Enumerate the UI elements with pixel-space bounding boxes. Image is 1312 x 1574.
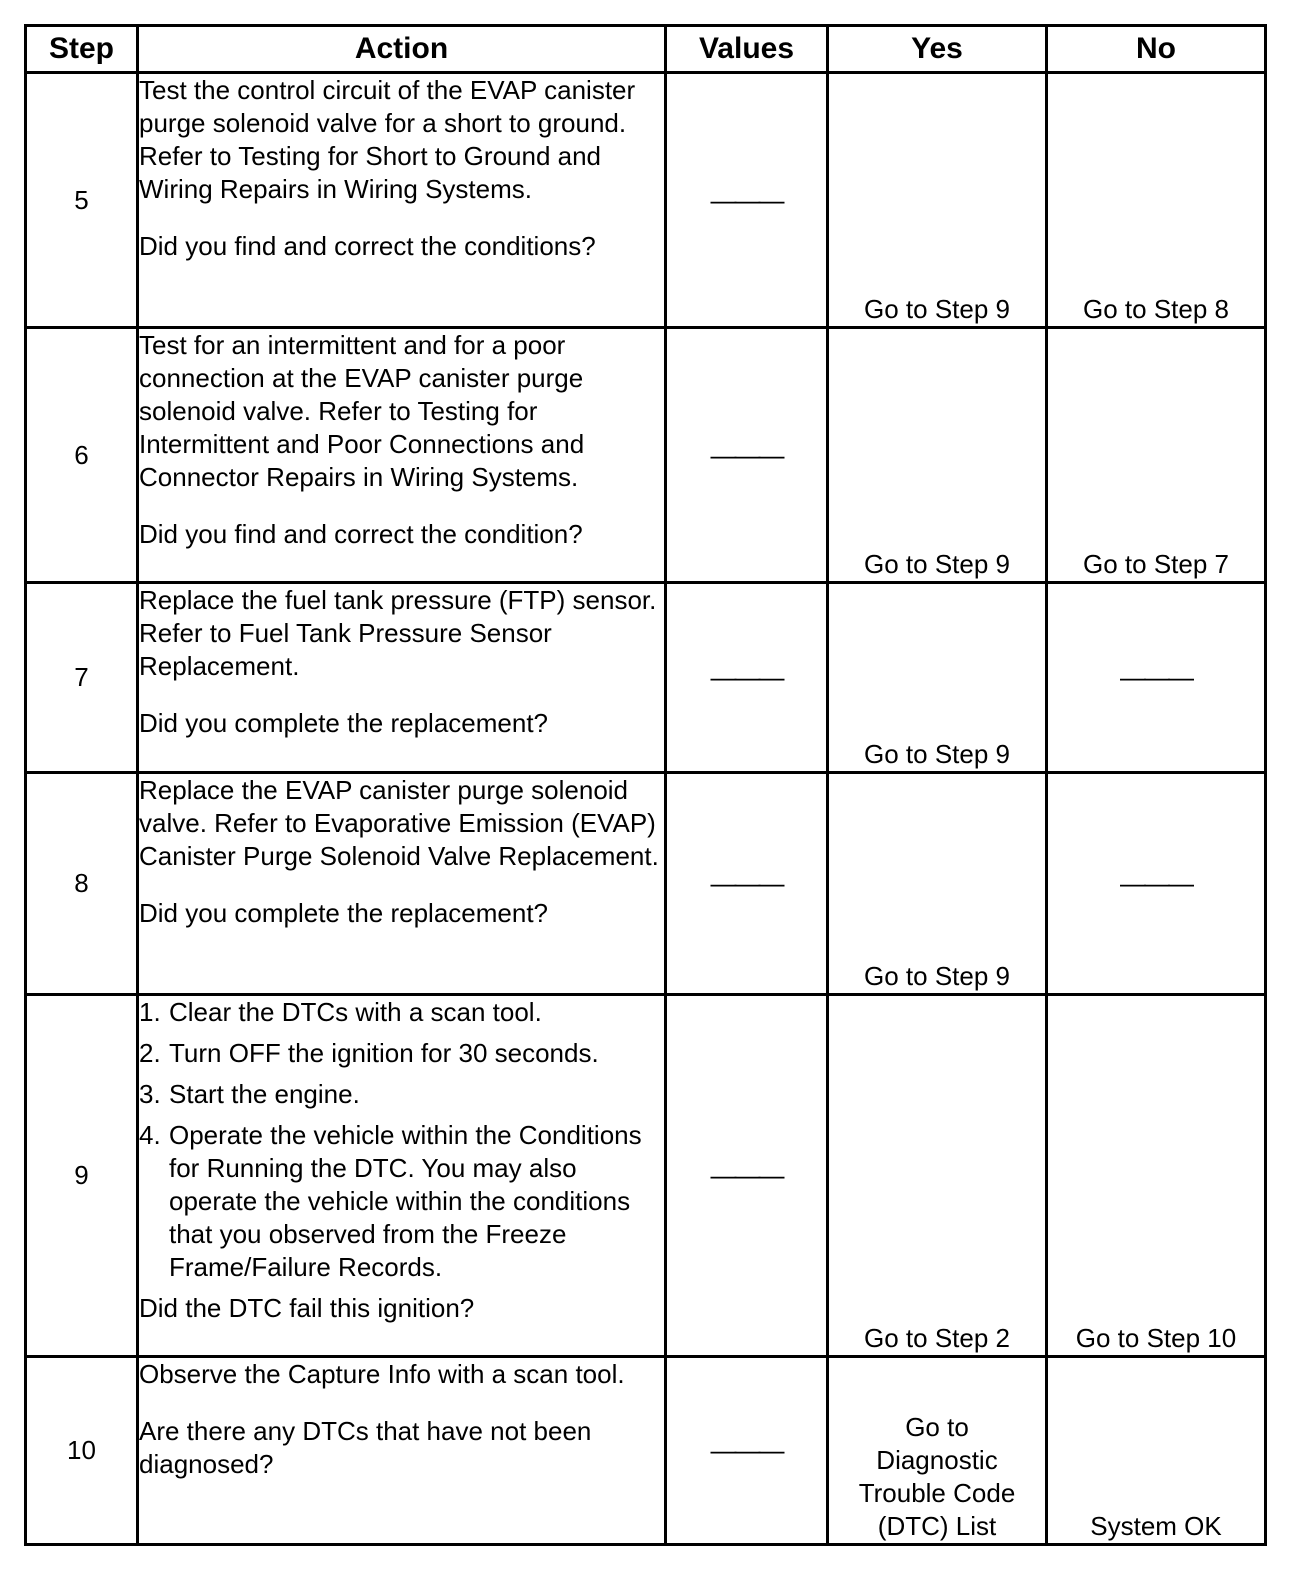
action-question: Are there any DTCs that have not been diagnosed? bbox=[139, 1416, 592, 1479]
substep-number: 3. bbox=[139, 1079, 161, 1109]
values-cell bbox=[666, 583, 828, 773]
step-number: 7 bbox=[26, 583, 138, 773]
table-row-step-5 bbox=[26, 73, 1266, 328]
action-question: Did you complete the replacement? bbox=[139, 898, 549, 928]
values-dash: ——— bbox=[710, 184, 783, 215]
action-cell bbox=[138, 1357, 666, 1545]
values-dash: ——— bbox=[710, 868, 783, 898]
action-cell bbox=[138, 583, 666, 773]
no-dash: ——— bbox=[1120, 868, 1192, 898]
table-row-step-6 bbox=[26, 328, 1266, 583]
action-instruction: Test the control circuit of the EVAP canister purge solenoid valve for a short to ground. Refer to Testing for Short to Ground and Wiring Repairs in Wiring Systems. bbox=[139, 75, 636, 204]
step-number: 5 bbox=[26, 73, 138, 328]
header-no: No bbox=[1047, 26, 1266, 73]
diagnostic-table bbox=[24, 24, 1267, 1546]
list-item bbox=[139, 1037, 664, 1070]
action-instruction: Test for an intermittent and for a poor connection at the EVAP canister purge solenoid valve. Refer to Testing for Intermittent and Poor Connections and Connector Repairs in Wiring Systems. bbox=[139, 330, 585, 492]
values-cell bbox=[666, 995, 828, 1357]
action-cell bbox=[138, 328, 666, 583]
header-values: Values bbox=[666, 26, 828, 73]
values-cell bbox=[666, 328, 828, 583]
action-cell bbox=[138, 73, 666, 328]
action-question: Did the DTC fail this ignition? bbox=[139, 1293, 475, 1323]
no-cell bbox=[1047, 583, 1266, 773]
header-row bbox=[26, 26, 1266, 73]
substep-text: Operate the vehicle within the Conditions for Running the DTC. You may also operate the vehicle within the conditions that you observed from the Freeze Frame/Failure Records. bbox=[169, 1120, 642, 1282]
yes-cell: Go to Step 2 bbox=[828, 995, 1047, 1357]
no-cell: System OK bbox=[1047, 1357, 1266, 1545]
yes-cell: Go to Step 9 bbox=[828, 328, 1047, 583]
substep-number: 1. bbox=[139, 997, 161, 1027]
list-item bbox=[139, 1119, 664, 1284]
step-number: 9 bbox=[26, 995, 138, 1357]
values-cell bbox=[666, 73, 828, 328]
header-action: Action bbox=[138, 26, 666, 73]
action-instruction: Observe the Capture Info with a scan tool. bbox=[139, 1359, 625, 1389]
action-question: Did you find and correct the conditions? bbox=[139, 231, 596, 261]
substep-text: Turn OFF the ignition for 30 seconds. bbox=[169, 1038, 599, 1068]
step-number: 10 bbox=[26, 1357, 138, 1545]
table-row-step-8 bbox=[26, 773, 1266, 995]
substep-text: Clear the DTCs with a scan tool. bbox=[169, 997, 542, 1027]
header-step: Step bbox=[26, 26, 138, 73]
step-number: 8 bbox=[26, 773, 138, 995]
table-row-step-9 bbox=[26, 995, 1266, 1357]
list-item bbox=[139, 996, 664, 1029]
yes-cell: Go to Step 9 bbox=[828, 773, 1047, 995]
header-yes: Yes bbox=[828, 26, 1047, 73]
action-cell bbox=[138, 995, 666, 1357]
substep-text: Start the engine. bbox=[169, 1079, 360, 1109]
substep-number: 2. bbox=[139, 1038, 161, 1068]
substep-list bbox=[139, 996, 664, 1284]
action-question: Did you find and correct the condition? bbox=[139, 519, 583, 549]
no-cell bbox=[1047, 773, 1266, 995]
yes-cell: Go to Step 9 bbox=[828, 73, 1047, 328]
action-question: Did you complete the replacement? bbox=[139, 708, 549, 738]
no-dash: ——— bbox=[1120, 662, 1192, 692]
no-cell: Go to Step 8 bbox=[1047, 73, 1266, 328]
values-dash: ——— bbox=[710, 1160, 783, 1190]
action-instruction: Replace the EVAP canister purge solenoid valve. Refer to Evaporative Emission (EVAP) Canister Purge Solenoid Valve Replacement. bbox=[139, 775, 659, 871]
no-cell: Go to Step 7 bbox=[1047, 328, 1266, 583]
table-row-step-10 bbox=[26, 1357, 1266, 1545]
values-cell bbox=[666, 773, 828, 995]
action-cell bbox=[138, 773, 666, 995]
values-dash: ——— bbox=[710, 439, 783, 470]
action-instruction: Replace the fuel tank pressure (FTP) sensor. Refer to Fuel Tank Pressure Sensor Replacement. bbox=[139, 585, 657, 681]
step-number: 6 bbox=[26, 328, 138, 583]
values-dash: ——— bbox=[710, 662, 783, 692]
list-item bbox=[139, 1078, 664, 1111]
values-cell bbox=[666, 1357, 828, 1545]
yes-cell: Go to Diagnostic Trouble Code (DTC) List bbox=[828, 1357, 1047, 1545]
table-row-step-7 bbox=[26, 583, 1266, 773]
yes-cell: Go to Step 9 bbox=[828, 583, 1047, 773]
values-dash: ——— bbox=[710, 1435, 783, 1465]
substep-number: 4. bbox=[139, 1120, 161, 1150]
no-cell: Go to Step 10 bbox=[1047, 995, 1266, 1357]
